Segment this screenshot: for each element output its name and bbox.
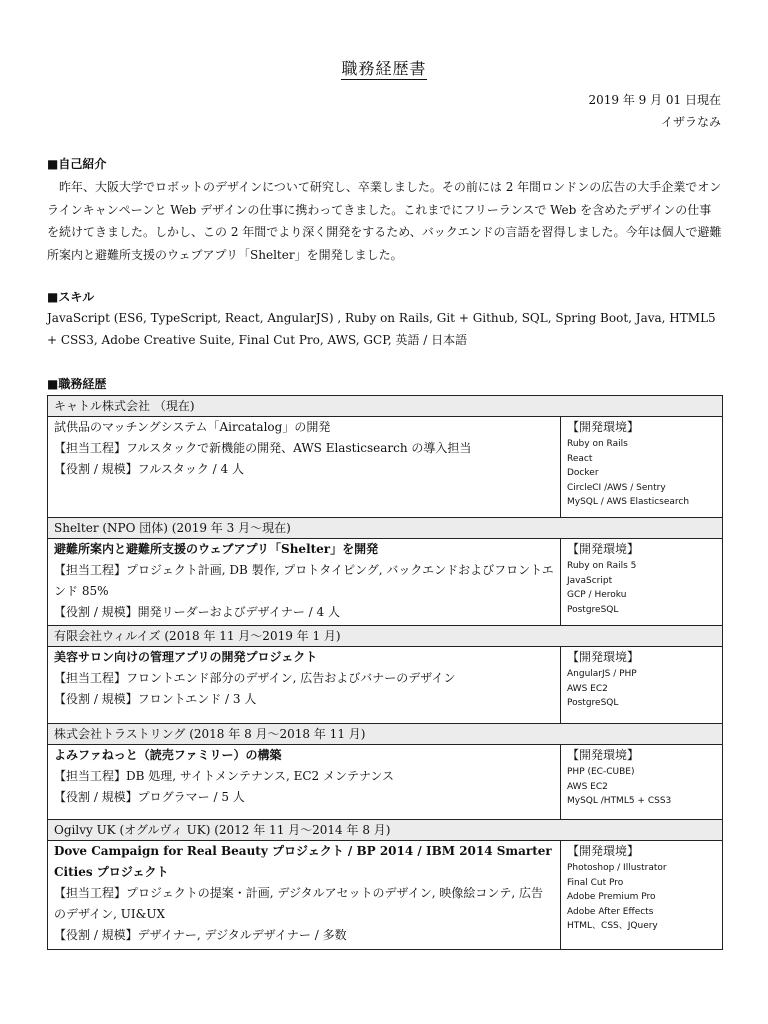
company-name: 有限会社ウィルイズ (2018 年 11 月～2019 年 1 月) <box>48 626 723 647</box>
page-title: 職務経歴書 <box>341 59 427 78</box>
company-name: Ogilvy UK (オグルヴィ UK) (2012 年 11 月～2014 年 8 月) <box>48 820 723 841</box>
project-row <box>48 841 723 950</box>
project-cell <box>48 539 561 626</box>
env-cell <box>561 647 723 724</box>
company-name: 株式会社トラストリング (2018 年 8 月～2018 年 11 月) <box>48 724 723 745</box>
intro-heading: ■自己紹介 <box>47 157 107 171</box>
project-line: 【担当工程】フルスタックで新機能の開発、AWS Elasticsearch の導入担当 <box>54 441 472 455</box>
project-cell <box>48 417 561 518</box>
company-name: キャトル株式会社 （現在) <box>48 396 723 417</box>
project-title: 避難所案内と避難所支援のウェブアプリ「Shelter」を開発 <box>54 542 379 556</box>
company-row <box>48 626 723 647</box>
company-row <box>48 820 723 841</box>
env-item: MySQL / AWS Elasticsearch <box>567 497 690 507</box>
project-line: 【担当工程】フロントエンド部分のデザイン, 広告およびバナーのデザイン <box>54 671 456 685</box>
env-label: 【開発環境】 <box>567 542 640 556</box>
project-title: よみファねっと（読売ファミリー）の構築 <box>54 748 282 762</box>
env-label: 【開発環境】 <box>567 844 640 858</box>
env-item: Final Cut Pro <box>567 877 624 888</box>
project-title: Dove Campaign for Real Beauty プロジェクト / BP 2014 / IBM 2014 Smarter Cities プロジェクト <box>54 844 552 879</box>
env-item: PHP (EC-CUBE) <box>567 767 635 777</box>
env-label: 【開発環境】 <box>567 650 640 664</box>
project-line: 【担当工程】プロジェクト計画, DB 製作, プロトタイピング, バックエンドおよびフロントエンド 85% <box>54 563 554 598</box>
project-line: 【役割 / 規模】プログラマー / 5 人 <box>54 790 245 804</box>
intro-text: 昨年、大阪大学でロボットのデザインについて研究し、卒業しました。その前には 2 年間ロンドンの広告の大手企業でオンラインキャンペーンと Web デザインの仕事に携わってきました。これまでにフリーランスで Web を含めたデザインの仕事を続けてきました。しかし、この 2 年間でより深く開発をするため、バックエンドの言語を習得しました。今年は個人で避難所案内と避難所支援のウェブアプリ「Shelter」を開発しました。 <box>47 180 722 262</box>
env-item: Adobe Premium Pro <box>567 892 656 902</box>
project-row <box>48 539 723 626</box>
env-cell <box>561 539 723 626</box>
project-line: 【役割 / 規模】開発リーダーおよびデザイナー / 4 人 <box>54 605 340 619</box>
env-label: 【開発環境】 <box>567 748 640 762</box>
env-item: GCP / Heroku <box>567 590 627 600</box>
project-cell <box>48 841 561 950</box>
project-title: 美容サロン向けの管理アプリの開発プロジェクト <box>54 650 318 664</box>
career-table <box>47 395 723 950</box>
env-item: AWS EC2 <box>567 683 608 694</box>
env-item: AngularJS / PHP <box>567 669 637 679</box>
author-name: イザラなみ <box>660 115 721 129</box>
project-line: 【役割 / 規模】デザイナー, デジタルデザイナー / 多数 <box>54 928 347 942</box>
project-title: 試供品のマッチングシステム「Aircatalog」の開発 <box>54 420 331 434</box>
env-item: Ruby on Rails 5 <box>567 561 637 571</box>
project-line: 【役割 / 規模】フルスタック / 4 人 <box>54 462 244 476</box>
env-item: Docker <box>567 468 599 478</box>
env-item: HTML、CSS、JQuery <box>567 921 658 931</box>
env-item: PostgreSQL <box>567 698 619 708</box>
env-item: PostgreSQL <box>567 604 619 615</box>
project-row <box>48 417 723 518</box>
project-cell <box>48 647 561 724</box>
company-row <box>48 724 723 745</box>
company-row <box>48 518 723 539</box>
career-heading: ■職務経歴 <box>47 377 107 391</box>
company-row <box>48 396 723 417</box>
project-row <box>48 647 723 724</box>
company-name: Shelter (NPO 団体) (2019 年 3 月～現在) <box>48 518 723 539</box>
env-item: JavaScript <box>567 575 613 586</box>
env-label: 【開発環境】 <box>567 420 640 434</box>
env-cell <box>561 745 723 820</box>
project-row <box>48 745 723 820</box>
project-line: 【担当工程】プロジェクトの提案・計画, デジタルアセットのデザイン, 映像絵コンテ, 広告のデザイン, UI&UX <box>54 886 543 921</box>
env-item: Ruby on Rails <box>567 439 628 449</box>
project-line: 【担当工程】DB 処理, サイトメンテナンス, EC2 メンテナンス <box>54 769 395 783</box>
env-item: React <box>567 453 593 464</box>
env-item: AWS EC2 <box>567 781 608 792</box>
env-item: MySQL /HTML5 + CSS3 <box>567 796 672 806</box>
skills-text: JavaScript (ES6, TypeScript, React, AngularJS) , Ruby on Rails, Git + Github, SQL, Spring Boot, Java, HTML5 + CSS3, Adobe Creative Suite, Final Cut Pro, AWS, GCP, 英語 / 日本語 <box>47 311 716 347</box>
project-line: 【役割 / 規模】フロントエンド / 3 人 <box>54 692 257 706</box>
env-cell <box>561 417 723 518</box>
project-cell <box>48 745 561 820</box>
env-item: CircleCI /AWS / Sentry <box>567 482 666 493</box>
document-date: 2019 年 9 月 01 日現在 <box>588 93 721 107</box>
env-item: Adobe After Effects <box>567 906 654 917</box>
env-cell <box>561 841 723 950</box>
env-item: Photoshop / Illustrator <box>567 863 667 873</box>
skills-heading: ■スキル <box>47 290 95 304</box>
